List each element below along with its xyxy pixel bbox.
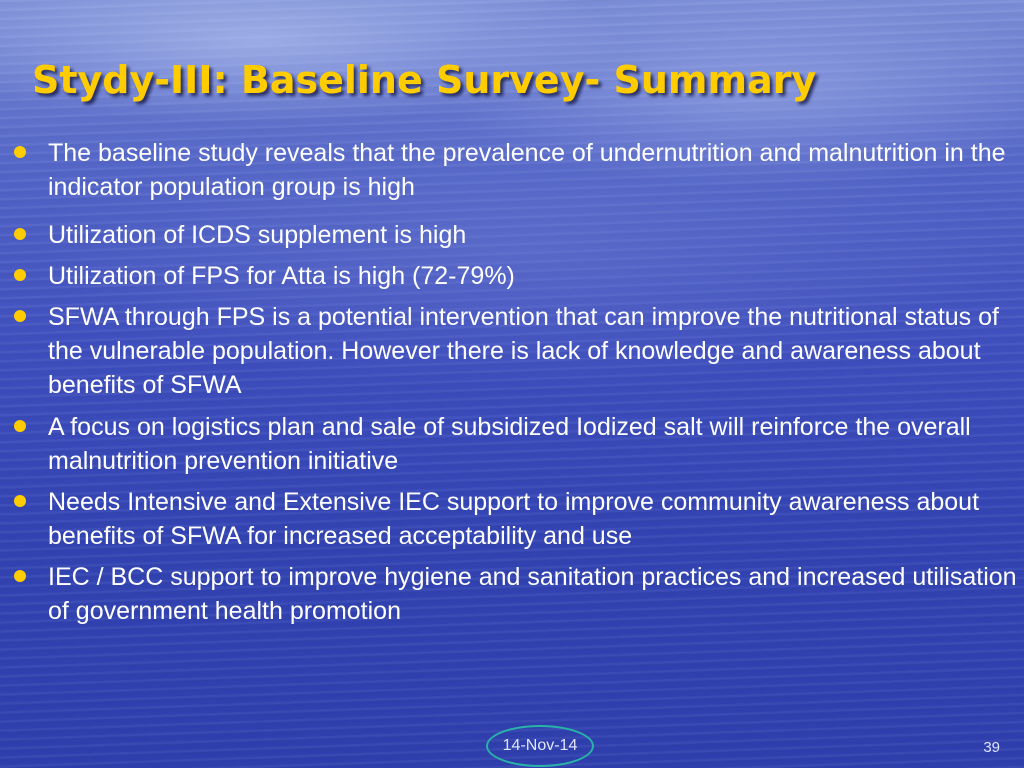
bullet-dot-icon <box>14 310 26 322</box>
bullet-dot-icon <box>14 495 26 507</box>
bullet-text: Needs Intensive and Extensive IEC support to improve community awareness about benefits of SFWA for increased acceptability and use <box>48 488 980 550</box>
bullet-dot-icon <box>14 228 26 240</box>
page-number: 39 <box>983 739 1000 756</box>
slide-title: Stydy-III: Baseline Survey- Summary <box>32 58 817 102</box>
footer-date: 14-Nov-14 <box>502 737 578 754</box>
bullet-text: Utilization of FPS for Atta is high (72-79%) <box>48 262 515 290</box>
bullet-text: IEC / BCC support to improve hygiene and sanitation practices and increased utilisation of government health promotion <box>48 563 1017 625</box>
bullet-dot-icon <box>14 269 26 281</box>
bullet-text: SFWA through FPS is a potential intervention that can improve the nutritional status of the vulnerable population. However there is lack of knowledge and awareness about benefits of SFWA <box>48 303 999 399</box>
bullet-text: The baseline study reveals that the prevalence of undernutrition and malnutrition in the indicator population group is high <box>48 139 1006 201</box>
bullet-dot-icon <box>14 420 26 432</box>
bullet-dot-icon <box>14 146 26 158</box>
bullet-text: A focus on logistics plan and sale of subsidized Iodized salt will reinforce the overall malnutrition prevention initiative <box>48 413 971 475</box>
bullet-text: Utilization of ICDS supplement is high <box>48 221 467 249</box>
bullet-dot-icon <box>14 570 26 582</box>
